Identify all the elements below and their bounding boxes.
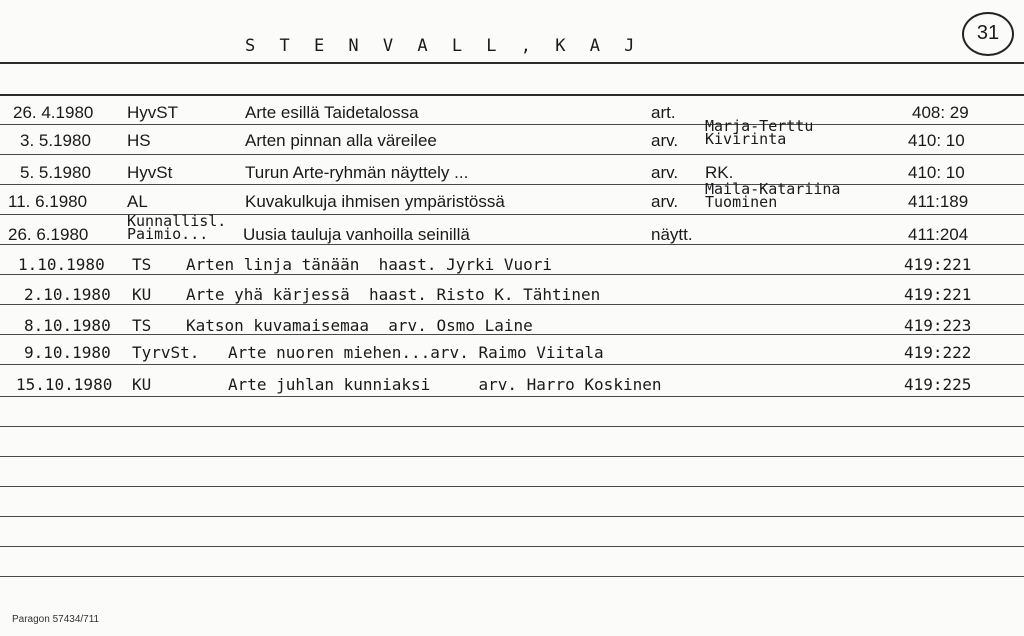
entry-ref: 410: 10 bbox=[908, 131, 965, 150]
ruled-line bbox=[0, 456, 1024, 457]
entry-title: Turun Arte-ryhmän näyttely ... bbox=[245, 163, 469, 182]
entry-paper: HyvSt bbox=[127, 163, 173, 182]
entry-row bbox=[0, 344, 1024, 374]
entry-row bbox=[0, 104, 1024, 134]
entry-paper: HyvST bbox=[127, 103, 178, 122]
entry-text: Katson kuvamaisemaa arv. Osmo Laine bbox=[186, 316, 533, 335]
entry-title: Arten pinnan alla väreilee bbox=[245, 131, 437, 150]
entry-paper: Kunnallisl. Paimio... bbox=[127, 212, 227, 243]
entry-paper: AL bbox=[127, 192, 148, 211]
entry-type: art. bbox=[651, 103, 676, 122]
entry-row bbox=[0, 376, 1024, 406]
entry-title: Arte esillä Taidetalossa bbox=[245, 103, 419, 122]
printer-imprint: Paragon 57434/711 bbox=[12, 614, 100, 625]
entry-ref: 419:221 bbox=[904, 255, 972, 274]
card-number-circle: 31 bbox=[962, 12, 1014, 56]
entry-date: 8.10.1980 bbox=[24, 316, 111, 335]
entry-date: 15.10.1980 bbox=[16, 375, 113, 394]
entry-ref: 419:221 bbox=[904, 285, 972, 304]
entry-row bbox=[0, 256, 1024, 286]
entry-date: 5. 5.1980 bbox=[20, 163, 91, 182]
card-title: S T E N V A L L , K A J bbox=[245, 36, 642, 56]
entry-author: Maila-Katariina Tuominen bbox=[705, 180, 841, 211]
entry-type: arv. bbox=[651, 131, 679, 150]
ruled-line bbox=[0, 516, 1024, 517]
entry-type: arv. bbox=[651, 192, 679, 211]
entry-paper: HS bbox=[127, 131, 151, 150]
entry-ref: 411:189 bbox=[908, 192, 969, 211]
entry-ref: 408: 29 bbox=[912, 103, 969, 122]
entry-title: Uusia tauluja vanhoilla seinillä bbox=[243, 225, 470, 244]
entry-text: Arte nuoren miehen...arv. Raimo Viitala bbox=[228, 343, 604, 362]
ruled-line bbox=[0, 546, 1024, 547]
entry-ref: 419:223 bbox=[904, 316, 972, 335]
entry-paper: KU bbox=[132, 285, 152, 304]
ruled-line bbox=[0, 426, 1024, 427]
entry-ref: 419:222 bbox=[904, 343, 972, 362]
entry-paper: TyrvSt. bbox=[132, 343, 200, 362]
entry-ref: 410: 10 bbox=[908, 163, 965, 182]
entry-date: 11. 6.1980 bbox=[8, 192, 88, 211]
entry-row bbox=[0, 117, 1024, 162]
entry-row bbox=[0, 212, 1024, 256]
entry-date: 26. 4.1980 bbox=[13, 103, 94, 122]
entry-paper: KU bbox=[132, 375, 152, 394]
entry-date: 3. 5.1980 bbox=[20, 131, 91, 150]
entry-date: 9.10.1980 bbox=[24, 343, 111, 362]
entry-date: 26. 6.1980 bbox=[8, 225, 89, 244]
header-rule-lower bbox=[0, 94, 1024, 96]
entry-text: Arten linja tänään haast. Jyrki Vuori bbox=[186, 255, 553, 274]
entry-ref: 419:225 bbox=[904, 375, 972, 394]
ruled-line bbox=[0, 486, 1024, 487]
entry-author: Marja-Terttu Kivirinta bbox=[705, 117, 814, 148]
entry-type: näytt. bbox=[651, 225, 693, 244]
entry-author: RK. bbox=[705, 163, 734, 182]
entry-type: arv. bbox=[651, 163, 679, 182]
entry-ref: 411:204 bbox=[908, 225, 969, 244]
entry-paper: TS bbox=[132, 316, 152, 335]
entry-paper: TS bbox=[132, 255, 152, 274]
entry-row bbox=[0, 286, 1024, 316]
entry-text: Arte yhä kärjessä haast. Risto K. Tähtinen bbox=[186, 285, 601, 304]
entry-date: 2.10.1980 bbox=[24, 285, 111, 304]
entry-date: 1.10.1980 bbox=[18, 255, 105, 274]
entry-text: Arte juhlan kunniaksi arv. Harro Koskinen bbox=[228, 375, 662, 394]
entry-title: Kuvakulkuja ihmisen ympäristössä bbox=[245, 192, 505, 211]
ruled-line bbox=[0, 576, 1024, 577]
header-rule bbox=[0, 62, 1024, 64]
